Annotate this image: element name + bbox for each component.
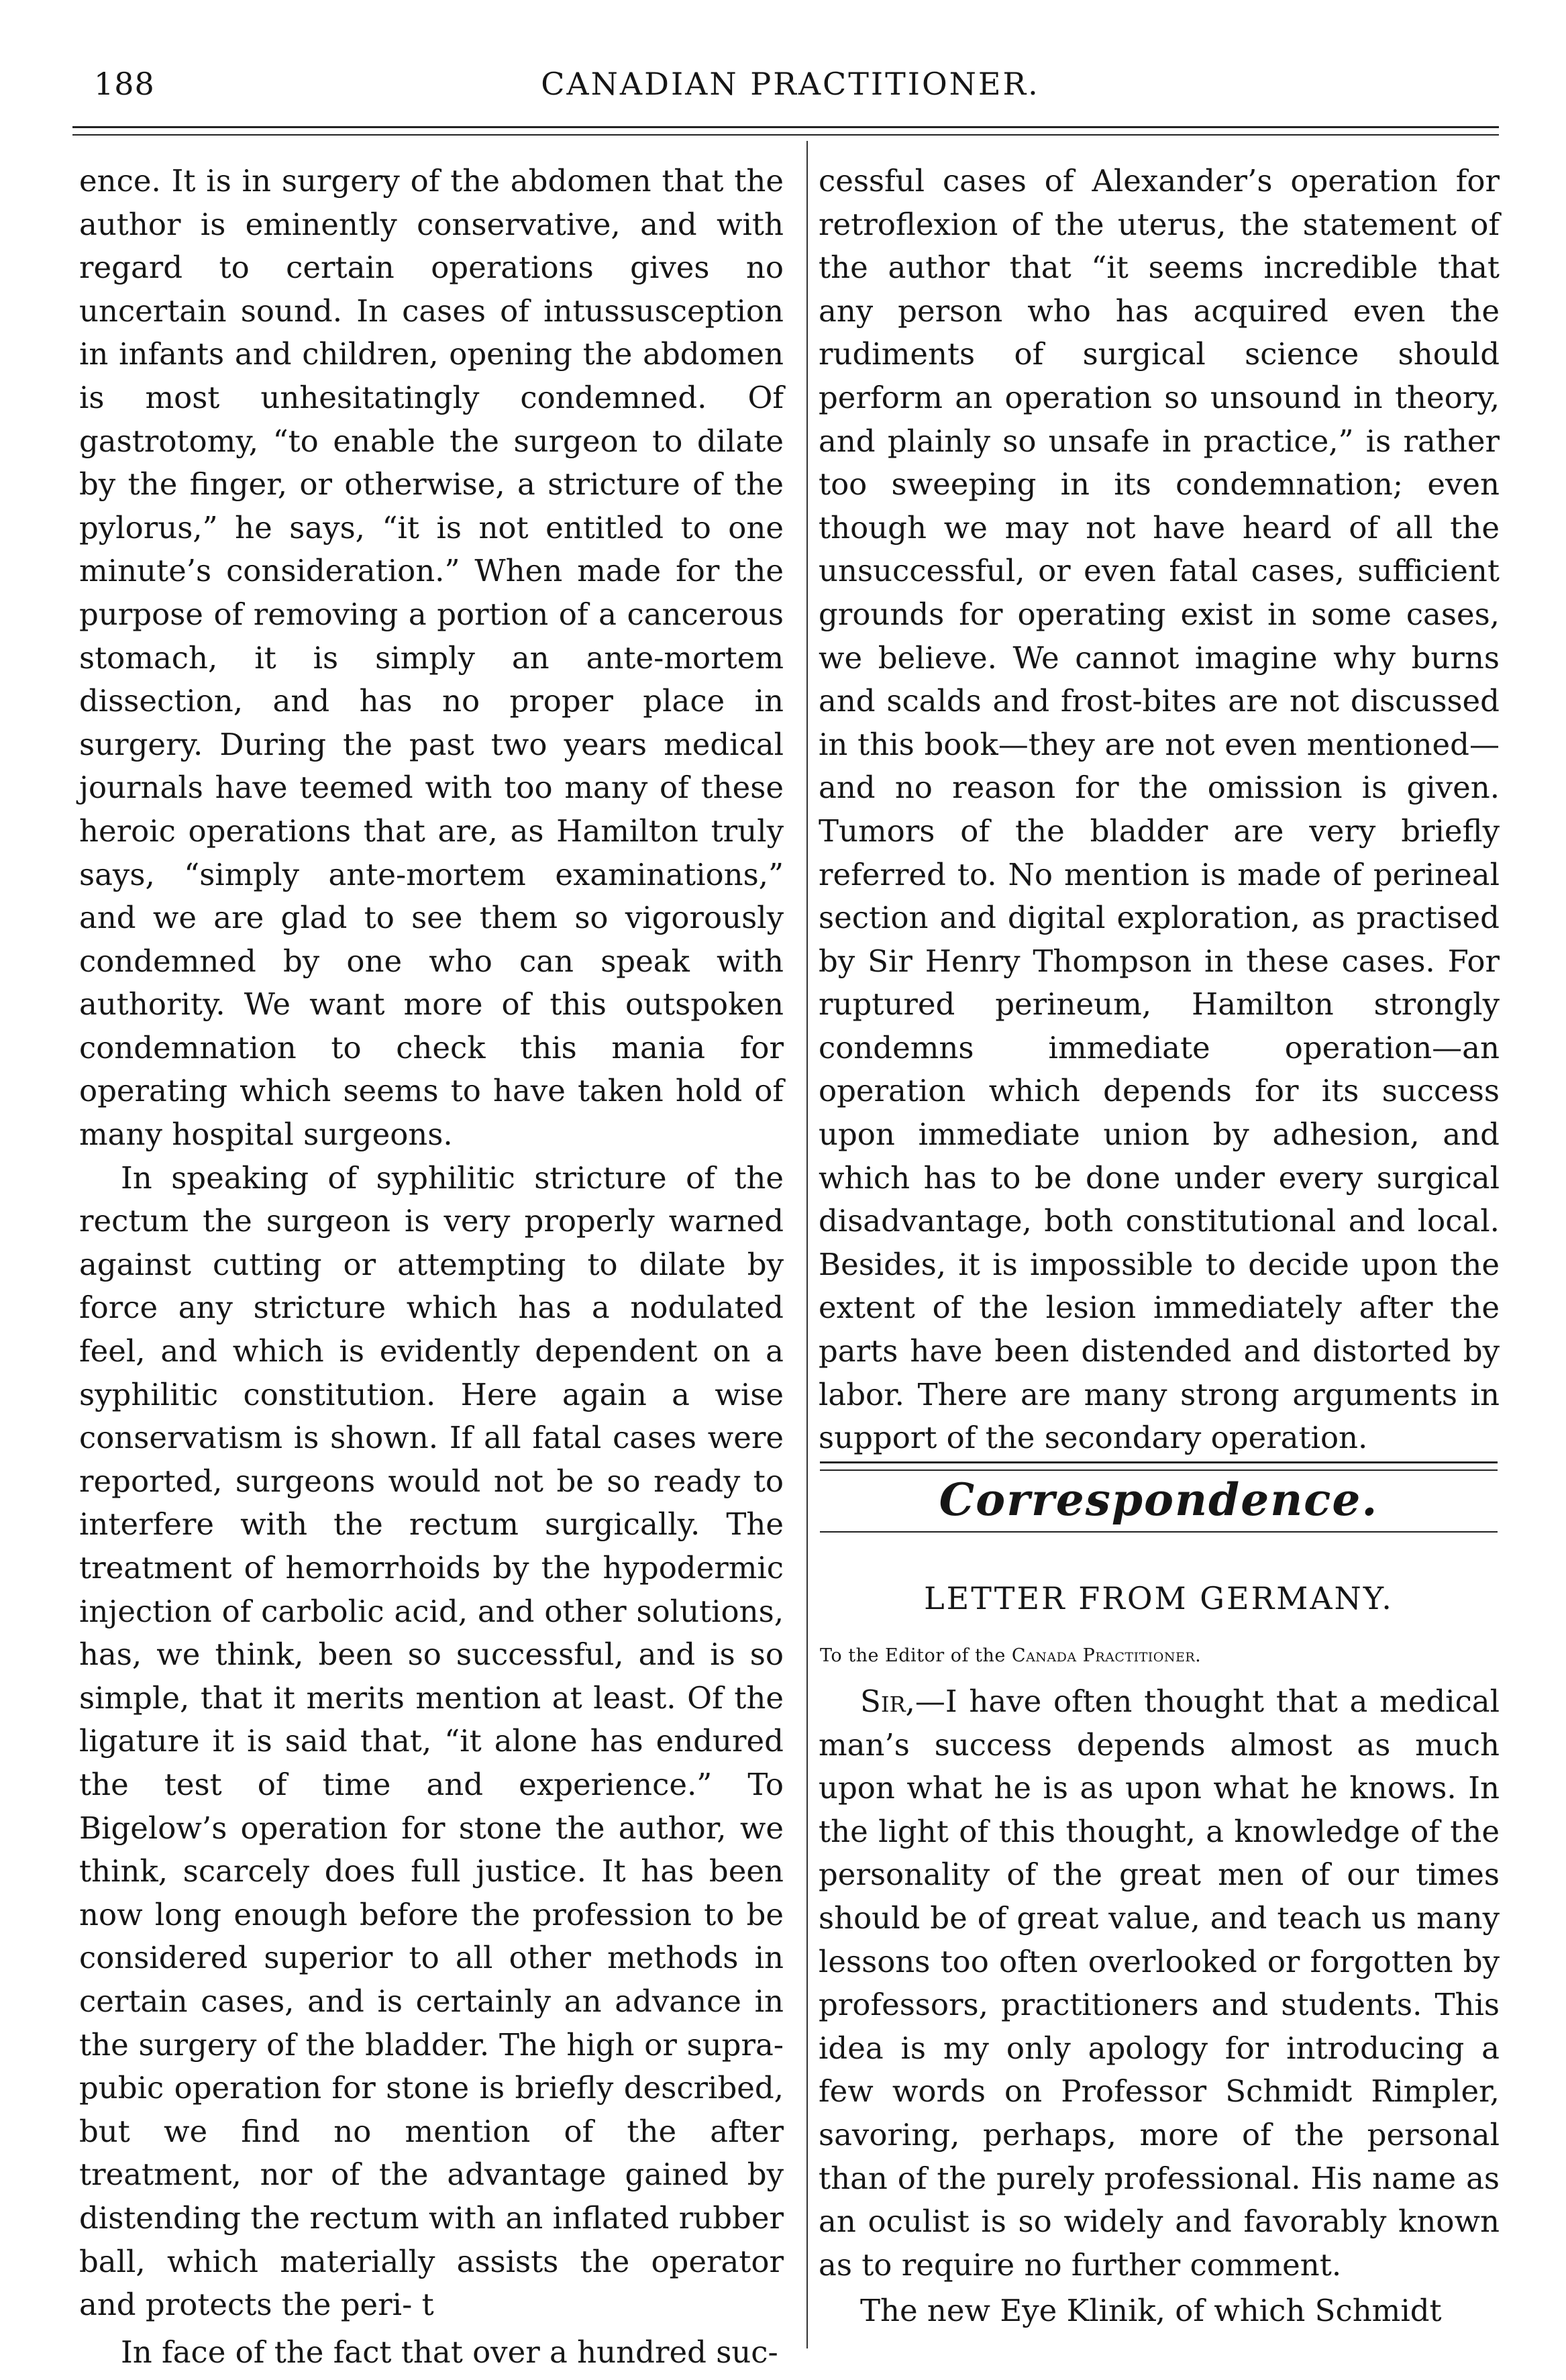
section-rule-top-thin — [820, 1469, 1498, 1471]
letter-paragraph-intro — [819, 1680, 1500, 2287]
header-rule-thin — [72, 134, 1499, 136]
paragraph-hundred-successful: In face of the fact that over a hundred suc- — [121, 2334, 778, 2370]
section-rule-top — [820, 1461, 1498, 1463]
addressee-journal: Canada Practitioner. — [1011, 1645, 1202, 1666]
header-rule-thick — [72, 126, 1499, 128]
letter-body — [819, 1680, 1500, 2333]
column-divider — [806, 141, 808, 2348]
section-rule-bottom — [820, 1531, 1498, 1533]
addressee-prefix: To the Editor of the — [820, 1645, 1012, 1666]
paragraph-syphilitic-stricture: In speaking of syphilitic stricture of the rectum the surgeon is very properly warned against cutting or attempting to dilate by force any stricture which has a nodulated feel, and which is evidently dependent on a syphilitic constitution. Here again a wise conservatism is shown. If all fatal cases were reported, surgeons would not be so ready to interfere with the rectum surgically. The treatment of hemorrhoids by the hypodermic injection of carbolic acid, and other solutions, has, we think, been so successful, and is so simple, that it merits mention at least. Of the ligature it is said that, “it alone has endured the test of time and experience.” To Bigelow’s operation for stone the author, we think, scarcely does full justice. It has been now long enough before the profession to be considered superior to all other methods in certain cases, and is certainly an advance in the surgery of the bladder. The high or supra-pubic operation for stone is briefly described, but we find no mention of the after treatment, nor of the advantage gained by distending the rectum with an inflated rubber ball, which materially assists the operator and protects the peri- t — [79, 1159, 784, 2323]
running-head — [82, 66, 1499, 113]
letter-intro-text: —I have often thought that a medical man’s success depends almost as much upon what he is as upon what he knows. In the light of this thought, a knowledge of the personality of the great men of our times should be of great value, and teach us many lessons too often overlooked or forgotten by professors, practitioners and students. This idea is my only apology for introducing a few words on Professor Schmidt Rimpler, savoring, perhaps, more of the personal than of the purely professional. His name as an oculist is so widely and favorably known as to require no further comment. — [819, 1684, 1500, 2283]
journal-title: CANADIAN PRACTITIONER. — [541, 66, 1040, 102]
paragraph-alexander-operation: cessful cases of Alexander’s operation for retroflexion of the uterus, the statement of the author that “it seems incredible that any person who has acquired even the rudiments of surgical science should perform an operation so unsound in theory, and plainly so unsafe in practice,” is rather too sweeping in its condemnation; even though we may not have heard of all the unsuccessful, or even fatal cases, sufficient grounds for operating exist in some cases, we believe. We cannot imagine why burns and scalds and frost-bites are not discussed in this book—they are not even mentioned—and no reason for the omission is given. Tumors of the bladder are very briefly referred to. No mention is made of perineal section and digital exploration, as practised by Sir Henry Thompson in these cases. For ruptured perineum, Hamilton strongly condemns immediate operation—an operation which depends for its success upon immediate union by adhesion, and which has to be done under every surgical disadvantage, both constitutional and local. Besides, it is impossible to decide upon the extent of the lesion immediately after the parts have been distended and distorted by labor. There are many strong arguments in support of the secondary operation. — [819, 163, 1500, 1456]
left-column — [79, 160, 784, 2374]
section-heading-correspondence: Correspondence. — [939, 1473, 1379, 1526]
letter-paragraph-eye-klinik: The new Eye Klinik, of which Schmidt — [860, 2293, 1442, 2329]
paragraph-abdomen-surgery: ence. It is in surgery of the abdomen that the author is eminently conservative, and with regard to certain operations gives no uncertain sound. In cases of intussusception in infants and children, opening the abdomen is most unhesitatingly condemned. Of gastrotomy, “to enable the surgeon to dilate by the finger, or otherwise, a stricture of the pylorus,” he says, “it is not entitled to one minute’s consideration.” When made for the purpose of removing a portion of a cancerous stomach, it is simply an ante-mortem dissection, and has no proper place in surgery. During the past two years medical journals have teemed with too many of these heroic operations that are, as Hamilton truly says, “simply ante-mortem examinations,” and we are glad to see them so vigorously condemned by one who can speak with authority. We want more of this outspoken condemnation to check this mania for operating which seems to have taken hold of many hospital surgeons. — [79, 163, 784, 1153]
letter-salutation: Sir, — [860, 1684, 915, 1719]
right-column — [819, 160, 1500, 1460]
letter-title: LETTER FROM GERMANY. — [924, 1580, 1394, 1616]
page-number: 188 — [94, 66, 155, 102]
letter-addressee — [820, 1645, 1201, 1666]
